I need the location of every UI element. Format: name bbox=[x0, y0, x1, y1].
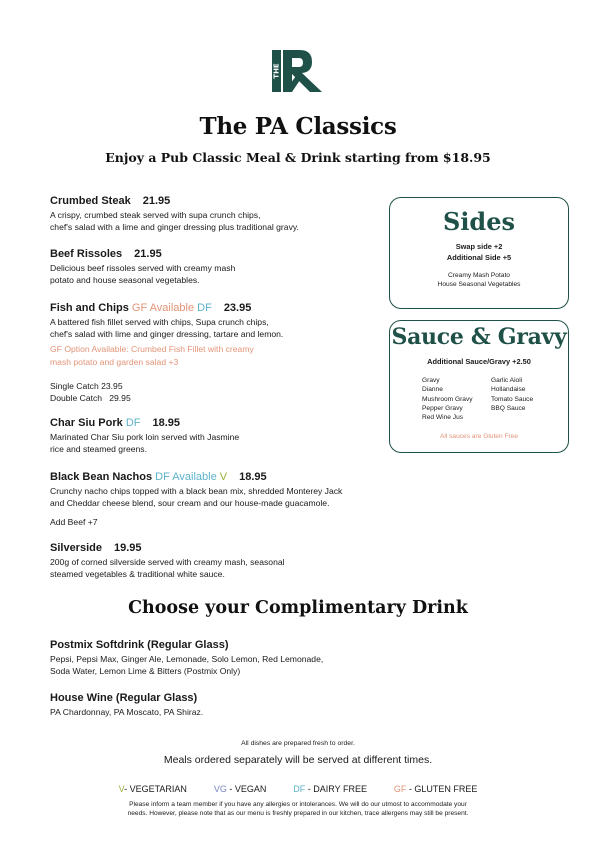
item-description: Marinated Char Siu pork loin served with Jasmine bbox=[50, 432, 240, 442]
allergy-line: needs. However, please note that as our menu is freshly prepared in our kitchen, trace allergens may still be present. bbox=[127, 810, 469, 817]
df-tag: DF bbox=[125, 417, 141, 429]
v-tag: V bbox=[219, 471, 228, 483]
side-item: House Seasonal Vegetables bbox=[437, 281, 521, 288]
item-description: A battered fish fillet served with chips, Supa crunch chips, bbox=[50, 317, 269, 327]
menu-item bbox=[50, 247, 390, 286]
sauce-item: BBQ Sauce bbox=[491, 404, 526, 412]
sauce-item: Mushroom Gravy bbox=[422, 395, 473, 403]
drink-description: Pepsi, Pepsi Max, Ginger Ale, Lemonade, Solo Lemon, Red Lemonade, bbox=[50, 654, 324, 664]
item-description: A crispy, crumbed steak served with supa crunch chips, bbox=[50, 210, 261, 220]
item-description: Crunchy nacho chips topped with a black bean mix, shredded Monterey Jack bbox=[50, 486, 343, 496]
sauce-item: Pepper Gravy bbox=[422, 404, 463, 412]
item-price: 18.95 bbox=[152, 417, 181, 429]
allergy-line: Please inform a team member if you have any allergies or intolerances. We will do our utmost to accommodate your bbox=[129, 801, 467, 808]
add-beef-option: Add Beef +7 bbox=[50, 517, 98, 528]
item-description: Delicious beef rissoles served with creamy mash bbox=[50, 263, 236, 273]
gf-option-note: GF Option Available: Crumbed Fish Fillet with creamy bbox=[50, 344, 254, 355]
legend-df: DF - DAIRY FREE bbox=[293, 784, 367, 794]
item-description: chef's salad with a lime and ginger dressing plus traditional gravy. bbox=[50, 222, 299, 233]
sauce-item: Red Wine Jus bbox=[422, 414, 464, 422]
item-name: Black Bean Nachos bbox=[50, 471, 153, 483]
menu-item bbox=[50, 301, 390, 404]
df-tag: DF Available bbox=[155, 471, 217, 483]
sides-box bbox=[389, 197, 569, 309]
page-subtitle: Enjoy a Pub Classic Meal & Drink starting from $18.95 bbox=[105, 150, 491, 165]
side-item: Creamy Mash Potato bbox=[448, 272, 510, 279]
drink-name: Postmix Softdrink (Regular Glass) bbox=[50, 639, 229, 651]
drink-description: Soda Water, Lemon Lime & Bitters (Postmix Only) bbox=[50, 666, 241, 677]
item-description: 200g of corned silverside served with creamy mash, seasonal bbox=[50, 557, 285, 567]
sides-title: Sides bbox=[442, 207, 515, 236]
item-description: chef's salad with lime and ginger dressing, tartare and lemon. bbox=[50, 329, 284, 340]
sauce-item: Garlic Aioli bbox=[491, 377, 523, 384]
sauce-item: Gravy bbox=[422, 377, 440, 384]
sauce-list-left bbox=[422, 376, 473, 422]
additional-sauce: Additional Sauce/Gravy +2.50 bbox=[427, 357, 531, 366]
page-title: The PA Classics bbox=[199, 113, 397, 140]
legend-v: V- VEGETARIAN bbox=[118, 784, 187, 794]
dietary-legend bbox=[0, 779, 596, 797]
item-name: Crumbed Steak bbox=[50, 195, 131, 207]
drink-name: House Wine (Regular Glass) bbox=[50, 692, 198, 704]
served-times-note: Meals ordered separately will be served at different times. bbox=[163, 754, 433, 766]
item-description: potato and house seasonal vegetables. bbox=[50, 275, 200, 286]
sauce-item: Hollandaise bbox=[491, 386, 526, 394]
menu-item bbox=[50, 416, 390, 455]
drink-item bbox=[50, 638, 390, 677]
item-name: Beef Rissoles bbox=[50, 248, 123, 260]
swap-side: Swap side +2 bbox=[455, 242, 503, 251]
legend-vg: VG - VEGAN bbox=[213, 784, 267, 794]
drinks-title: Choose your Complimentary Drink bbox=[128, 598, 468, 618]
item-description: steamed vegetables & traditional white sauce. bbox=[50, 569, 225, 580]
menu-item bbox=[50, 194, 390, 233]
menu-item bbox=[50, 541, 390, 580]
item-name: Fish and Chips bbox=[50, 302, 129, 314]
item-price: 23.95 bbox=[223, 302, 252, 314]
drink-item bbox=[50, 691, 390, 718]
double-catch-price: Double Catch 29.95 bbox=[50, 393, 131, 404]
item-price: 18.95 bbox=[239, 471, 267, 483]
item-price: 19.95 bbox=[113, 542, 142, 554]
svg-text:THE: THE bbox=[272, 63, 281, 79]
sauce-gf-note: All sauces are Gluten Free bbox=[439, 433, 519, 440]
item-name: Silverside bbox=[50, 542, 102, 554]
df-tag: DF bbox=[197, 302, 212, 314]
legend-gf: GF - GLUTEN FREE bbox=[393, 784, 478, 794]
gf-option-note: mash potato and garden salad +3 bbox=[50, 356, 179, 367]
allergy-note bbox=[0, 800, 596, 818]
item-price: 21.95 bbox=[134, 248, 162, 260]
item-price: 21.95 bbox=[142, 195, 171, 207]
drink-description: PA Chardonnay, PA Moscato, PA Shiraz. bbox=[50, 707, 204, 717]
sauce-list-right bbox=[491, 376, 533, 413]
sauce-title: Sauce & Gravy bbox=[391, 324, 567, 350]
sauce-item: Tomato Sauce bbox=[491, 395, 534, 403]
sauce-gravy-box bbox=[389, 320, 569, 453]
item-description: rice and steamed greens. bbox=[50, 444, 147, 455]
single-catch-price: Single Catch 23.95 bbox=[50, 380, 123, 391]
menu-item bbox=[50, 470, 395, 529]
item-description: and Cheddar cheese blend, sour cream and our house-made guacamole. bbox=[50, 498, 330, 509]
sauce-item: Dianne bbox=[422, 386, 443, 394]
additional-side: Additional Side +5 bbox=[446, 253, 512, 262]
item-name: Char Siu Pork bbox=[50, 417, 123, 429]
fresh-note: All dishes are prepared fresh to order. bbox=[241, 740, 355, 747]
pa-logo bbox=[270, 48, 326, 94]
gf-tag: GF Available bbox=[131, 302, 195, 314]
